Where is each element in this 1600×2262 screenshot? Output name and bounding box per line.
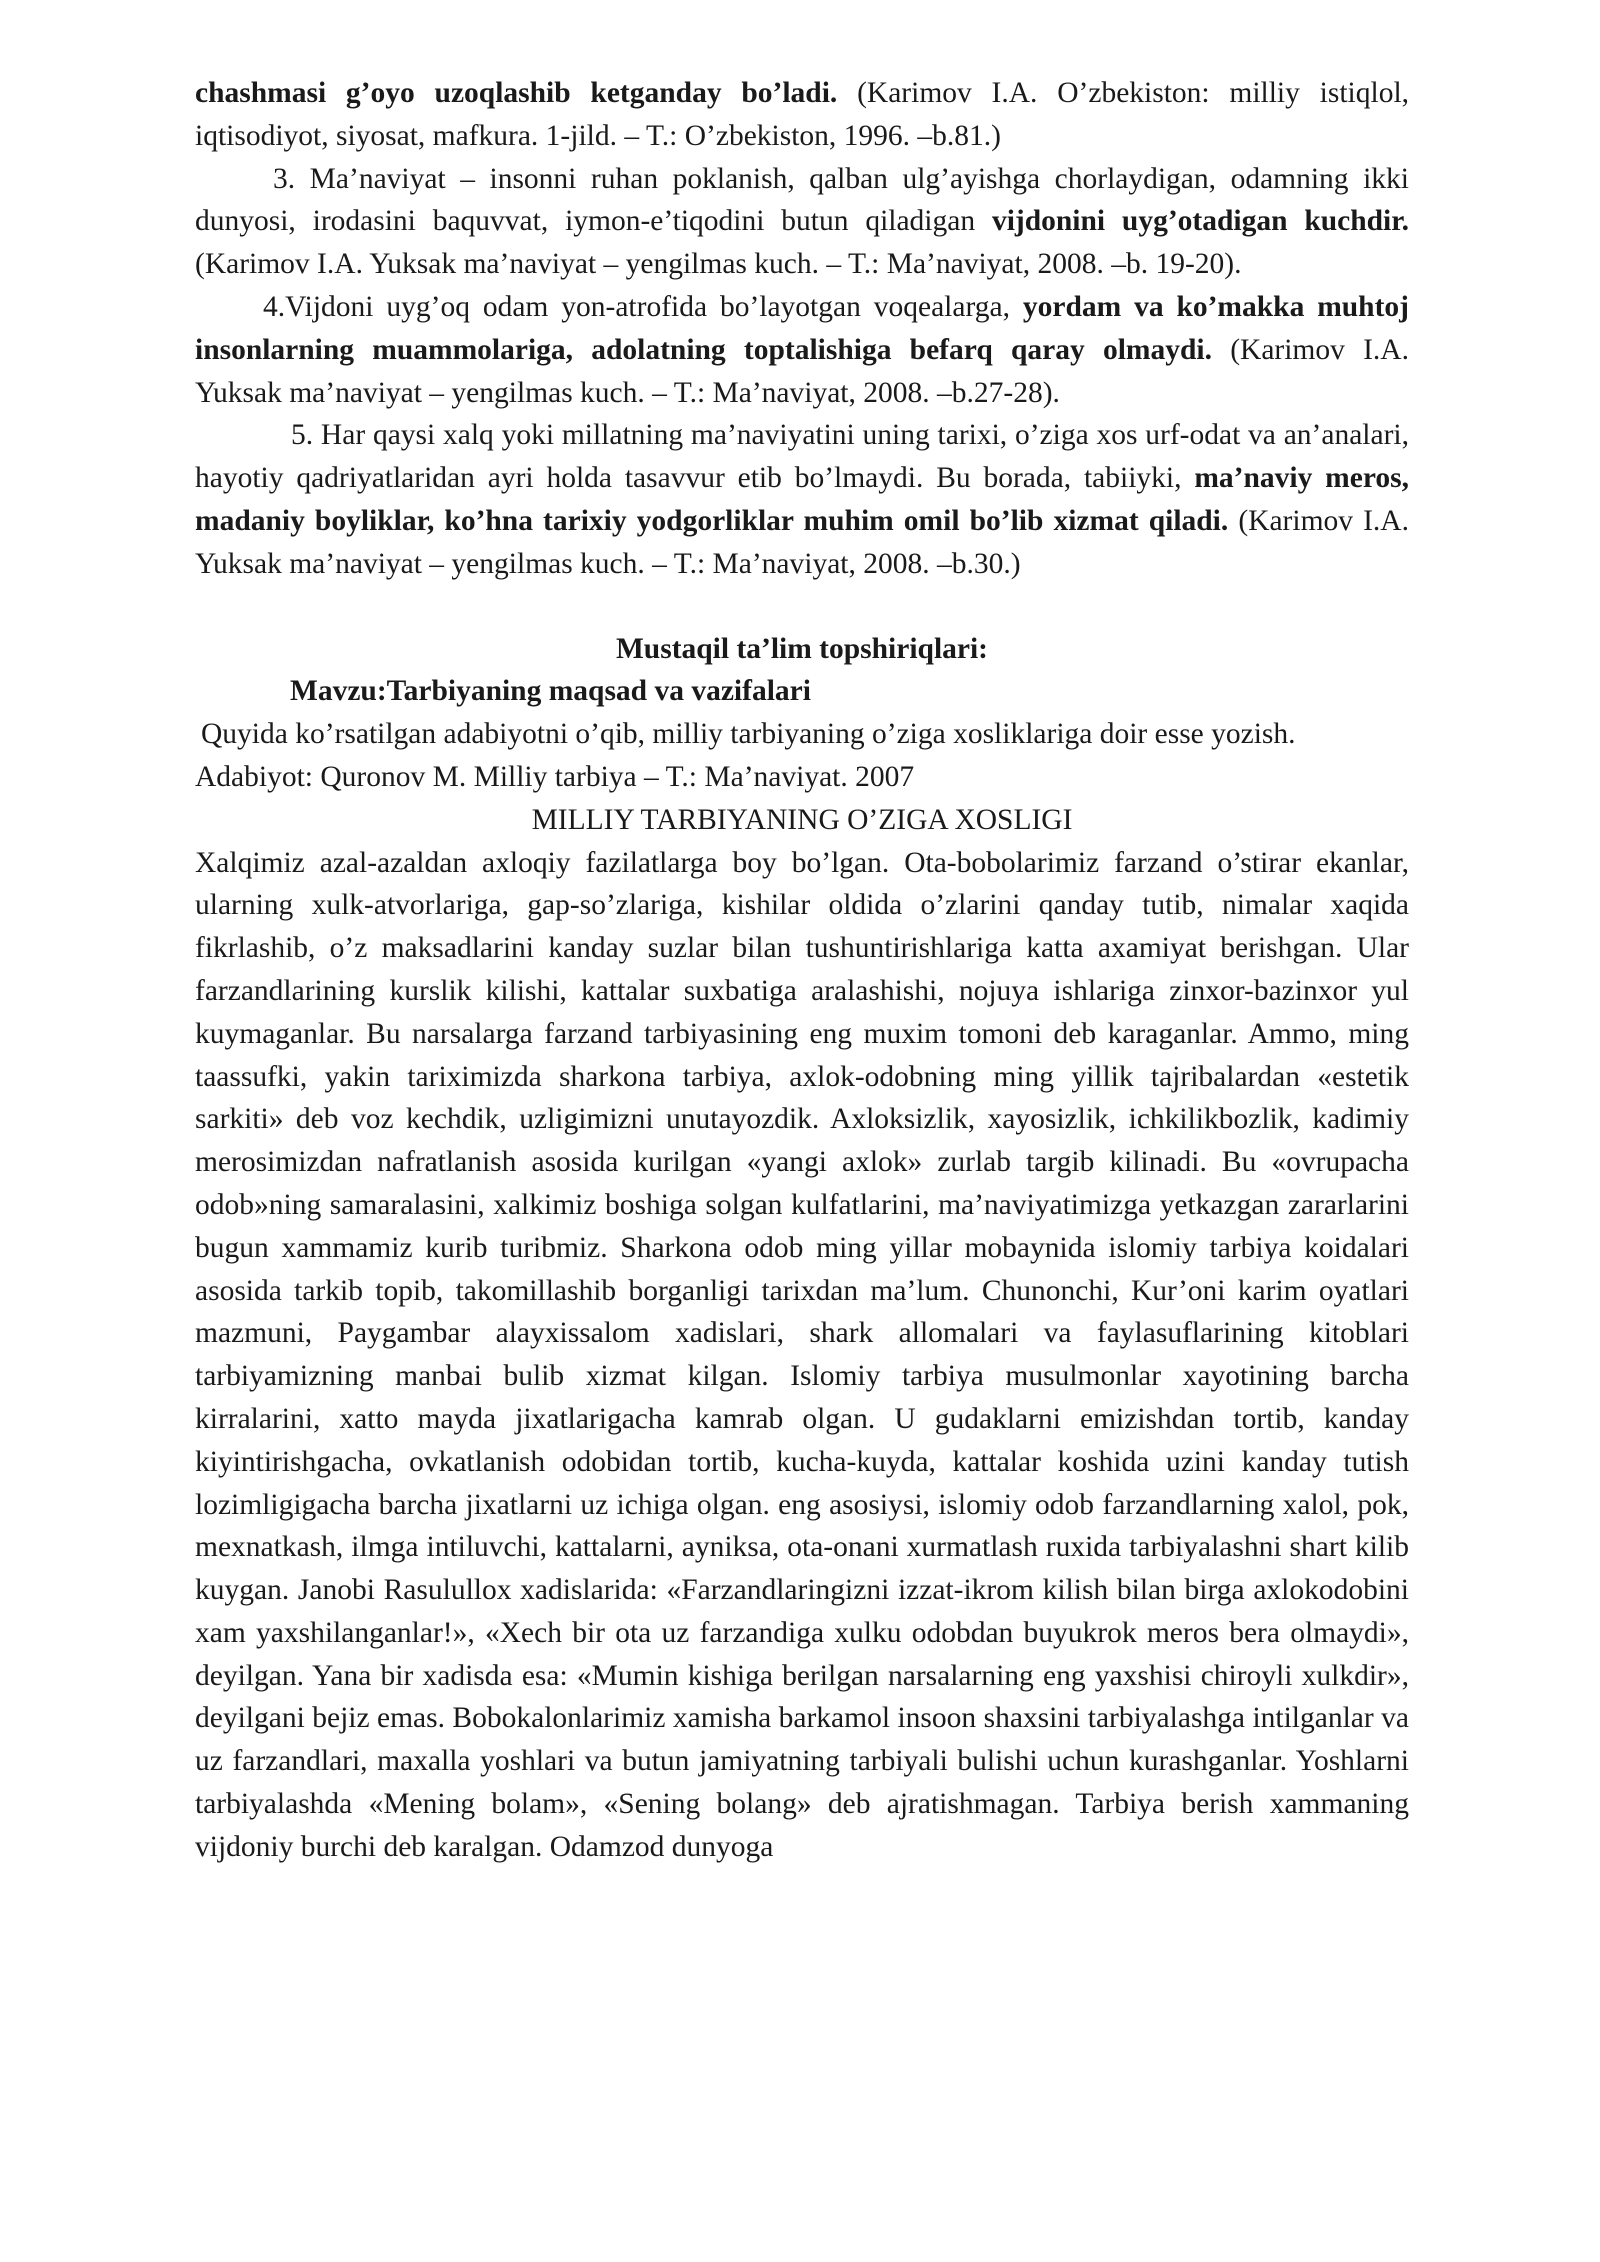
quote-5-bold: ma’naviy meros, madaniy boyliklar, ko’hna tarixiy yodgorliklar muhim omil bo’lib xizmat qiladi. <box>195 462 1409 537</box>
assignment-topic <box>195 670 1409 713</box>
assignment-topic-text: Mavzu:Tarbiyaning maqsad va vazifalari <box>290 675 811 708</box>
quote-2 <box>195 72 1409 158</box>
quote-3-text: 3. Ma’naviyat – insonni ruhan poklanish, qalban ulg’ayishga chorlaydigan, odamning ikki dunyosi, irodasini baquvvat, iymon-e’tiqodini butun qiladigan <box>195 162 1409 238</box>
quote-5-reference: (Karimov I.A. Yuksak ma’naviyat – yengilmas kuch. – T.: Ma’naviyat, 2008. –b.30.) <box>195 504 1409 580</box>
quote-3 <box>195 158 1409 286</box>
quote-3-reference: (Karimov I.A. Yuksak ma’naviyat – yengilmas kuch. – T.: Ma’naviyat, 2008. –b. 19-20). <box>195 248 1242 281</box>
quote-5 <box>195 414 1409 585</box>
assignment-task: Quyida ko’rsatilgan adabiyotni o’qib, milliy tarbiyaning o’ziga xosliklariga doir esse yozish. <box>201 718 1296 751</box>
assignment-heading <box>195 628 1409 671</box>
section-spacer <box>195 586 1409 628</box>
quote-2-reference: (Karimov I.A. O’zbekiston: milliy istiqlol, iqtisodiyot, siyosat, mafkura. 1-jild. – T.: O’zbekiston, 1996. –b.81.) <box>195 77 1410 152</box>
quote-5-text: 5. Har qaysi xalq yoki millatning ma’naviyatini uning tarixi, o’ziga xos urf-odat va an’analari, hayotiy qadriyatlaridan ayri holda tasavvur etib bo’lmaydi. Bu borada, tabiiyki, <box>195 419 1409 495</box>
assignment-literature: Adabiyot: Quronov M. Milliy tarbiya – T.: Ma’naviyat. 2007 <box>195 760 915 793</box>
quote-4-bold: yordam va ko’makka muhtoj insonlarning muammolariga, adolatning toptalishiga befarq qaray olmaydi. <box>195 290 1409 366</box>
essay-title: MILLIY TARBIYANING O’ZIGA XOSLIGI <box>531 803 1073 836</box>
assignment-heading-text: Mustaqil ta’lim topshiriqlari: <box>615 632 989 665</box>
quote-2-bold: chashmasi g’oyo uzoqlashib ketganday bo’ladi. <box>195 77 838 109</box>
quote-4 <box>195 286 1409 414</box>
quote-4-text: 4.Vijdoni uyg’oq odam yon-atrofida bo’layotgan voqealarga, <box>263 290 1023 323</box>
document-page <box>195 72 1409 1869</box>
essay-body: Xalqimiz azal-azaldan axloqiy fazilatlarga boy bo’lgan. Ota-bobolarimiz farzand o’stirar ekanlar, ularning xulk-atvorlariga, gap-so’zlariga, kishilar oldida o’zlarini qanday tutib, nimalar xaqida fikrlashib, o’z maksadlarini kanday suzlar bilan tushuntirishlariga katta axamiyat berishgan. Ular farzandlarining kurslik kilishi, kattalar suxbatiga aralashishi, nojuya ishlariga zinxor-bazinxor yul kuymaganlar. Bu narsalarga farzand tarbiyasining eng muxim tomoni deb karaganlar. Ammo, ming taassufki, yakin tariximizda sharkona tarbiya, axlok-odobning ming yillik tajribalardan «estetik sarkiti» deb voz kechdik, uzligimizni unutayozdik. Axloksizlik, xayosizlik, ichkilikbozlik, kadimiy merosimizdan nafratlanish asosida kurilgan «yangi axlok» zurlab targib kilinadi. Bu «ovrupacha odob»ning samaralasini, xalkimiz boshiga solgan kulfatlarini, ma’naviyatimizga yetkazgan zararlarini bugun xammamiz kurib turibmiz. Sharkona odob ming yillar mobaynida islomiy tarbiya koidalari asosida tarkib topib, takomillashib borganligi tarixdan ma’lum. Chunonchi, Kur’oni karim oyatlari mazmuni, Paygambar alayxissalom xadislari, shark allomalari va faylasuflarining kitoblari tarbiyamizning manbai bulib xizmat kilgan. Islomiy tarbiya musulmonlar xayotining barcha kirralarini, xatto mayda jixatlarigacha kamrab olgan. U gudaklarni emizishdan tortib, kanday kiyintirishgacha, ovkatlanish odobidan tortib, kucha-kuyda, kattalar koshida uzini kanday tutish lozimligigacha barcha jixatlarni uz ichiga olgan. eng asosiysi, islomiy odob farzandlarning xalol, pok, mexnatkash, ilmga intiluvchi, kattalarni, ayniksa, ota-onani xurmatlash ruxida tarbiyalashni shart kilib kuygan. Janobi Rasulullox xadislarida: «Farzandlaringizni izzat-ikrom kilish bilan birga axlokodobini xam yaxshilanganlar!», «Xech bir ota uz farzandiga xulku odobdan buyukrok meros bera olmaydi», deyilgan. Yana bir xadisda esa: «Mumin kishiga berilgan narsalarning eng yaxshisi chiroyli xulkdir», deyilgani bejiz emas. Bobokalonlarimiz xamisha barkamol insoon shaxsini tarbiyalashga intilganlar va uz farzandlari, maxalla yoshlari va butun jamiyatning tarbiyali bulishi uchun kurashganlar. Yoshlarni tarbiyalashda «Mening bolam», «Sening bolang» deb ajratishmagan. Tarbiya berish xammaning vijdoniy burchi deb karalgan. Odamzod dunyoga <box>195 846 1409 1863</box>
quote-4-reference: (Karimov I.A. Yuksak ma’naviyat – yengilmas kuch. – T.: Ma’naviyat, 2008. –b.27-28). <box>195 333 1409 409</box>
quote-3-bold: vijdonini uyg’otadigan kuchdir. <box>991 205 1410 238</box>
